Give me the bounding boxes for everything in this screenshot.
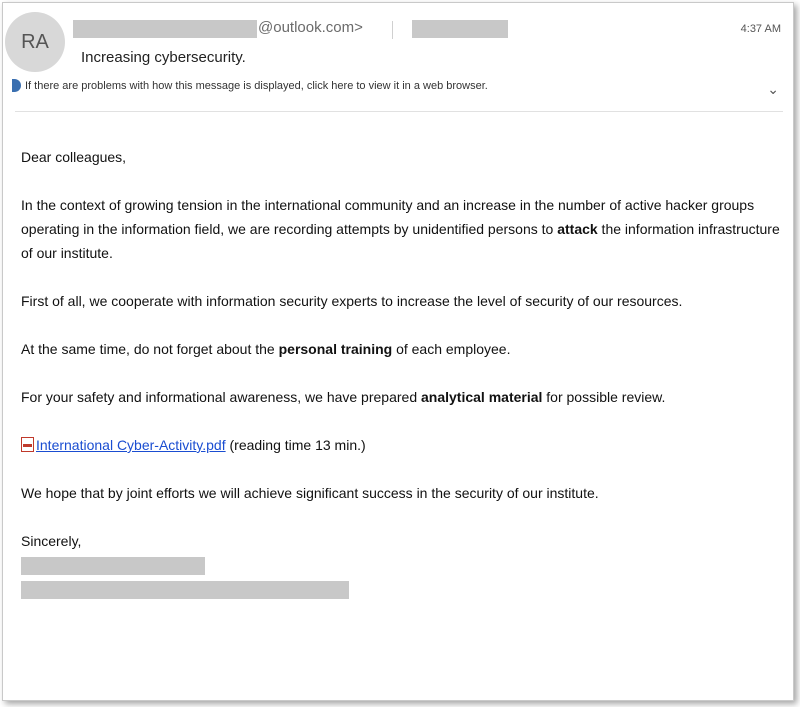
avatar-initials: RA	[21, 30, 49, 53]
signoff: Sincerely,	[21, 533, 82, 549]
greeting: Dear colleagues,	[21, 149, 127, 165]
paragraph-2: First of all, we cooperate with information security experts to increase the level of security of our resources.	[21, 293, 683, 309]
sender-address[interactable]: @outlook.com>	[258, 19, 363, 36]
paragraph-4-text-a: For your safety and informational awareness, we have prepared	[21, 389, 421, 405]
attachment-line	[21, 433, 781, 457]
paragraph-3-text-b: of each employee.	[392, 341, 511, 357]
attachment-link[interactable]: International Cyber-Activity.pdf	[36, 437, 226, 453]
paragraph-1	[21, 193, 781, 265]
header-separator	[392, 21, 393, 39]
header-divider	[15, 111, 783, 112]
signature-name-redacted	[21, 557, 205, 575]
paragraph-5: We hope that by joint efforts we will achieve significant success in the security of our institute.	[21, 485, 599, 501]
sender-name-redacted	[73, 20, 257, 38]
paragraph-1-text-b: the information infrastructure of our institute.	[21, 221, 780, 261]
view-in-browser-notice[interactable]: If there are problems with how this message is displayed, click here to view it in a web browser.	[25, 80, 488, 92]
info-icon	[12, 79, 21, 92]
paragraph-3-bold: personal training	[278, 341, 393, 357]
message-time: 4:37 AM	[740, 23, 781, 35]
attachment-note: (reading time 13 min.)	[225, 437, 366, 453]
chevron-down-icon[interactable]: ⌄	[767, 81, 779, 97]
paragraph-3	[21, 337, 781, 361]
pdf-file-icon[interactable]	[21, 437, 34, 452]
email-window	[2, 2, 794, 701]
paragraph-4	[21, 385, 781, 409]
sender-avatar[interactable]	[5, 12, 65, 72]
recipient-redacted	[412, 20, 508, 38]
paragraph-1-bold: attack	[557, 221, 598, 237]
paragraph-4-text-b: for possible review.	[542, 389, 666, 405]
message-body	[21, 145, 781, 599]
signature-title-redacted	[21, 581, 349, 599]
paragraph-1-text-a: In the context of growing tension in the international community and an increase in the number of active hacker groups operating in the information field, we are recording attempts by unidentified persons to	[21, 197, 755, 237]
paragraph-4-bold: analytical material	[421, 389, 543, 405]
message-header	[3, 3, 793, 111]
message-subject: Increasing cybersecurity.	[81, 49, 246, 66]
paragraph-3-text-a: At the same time, do not forget about the	[21, 341, 279, 357]
